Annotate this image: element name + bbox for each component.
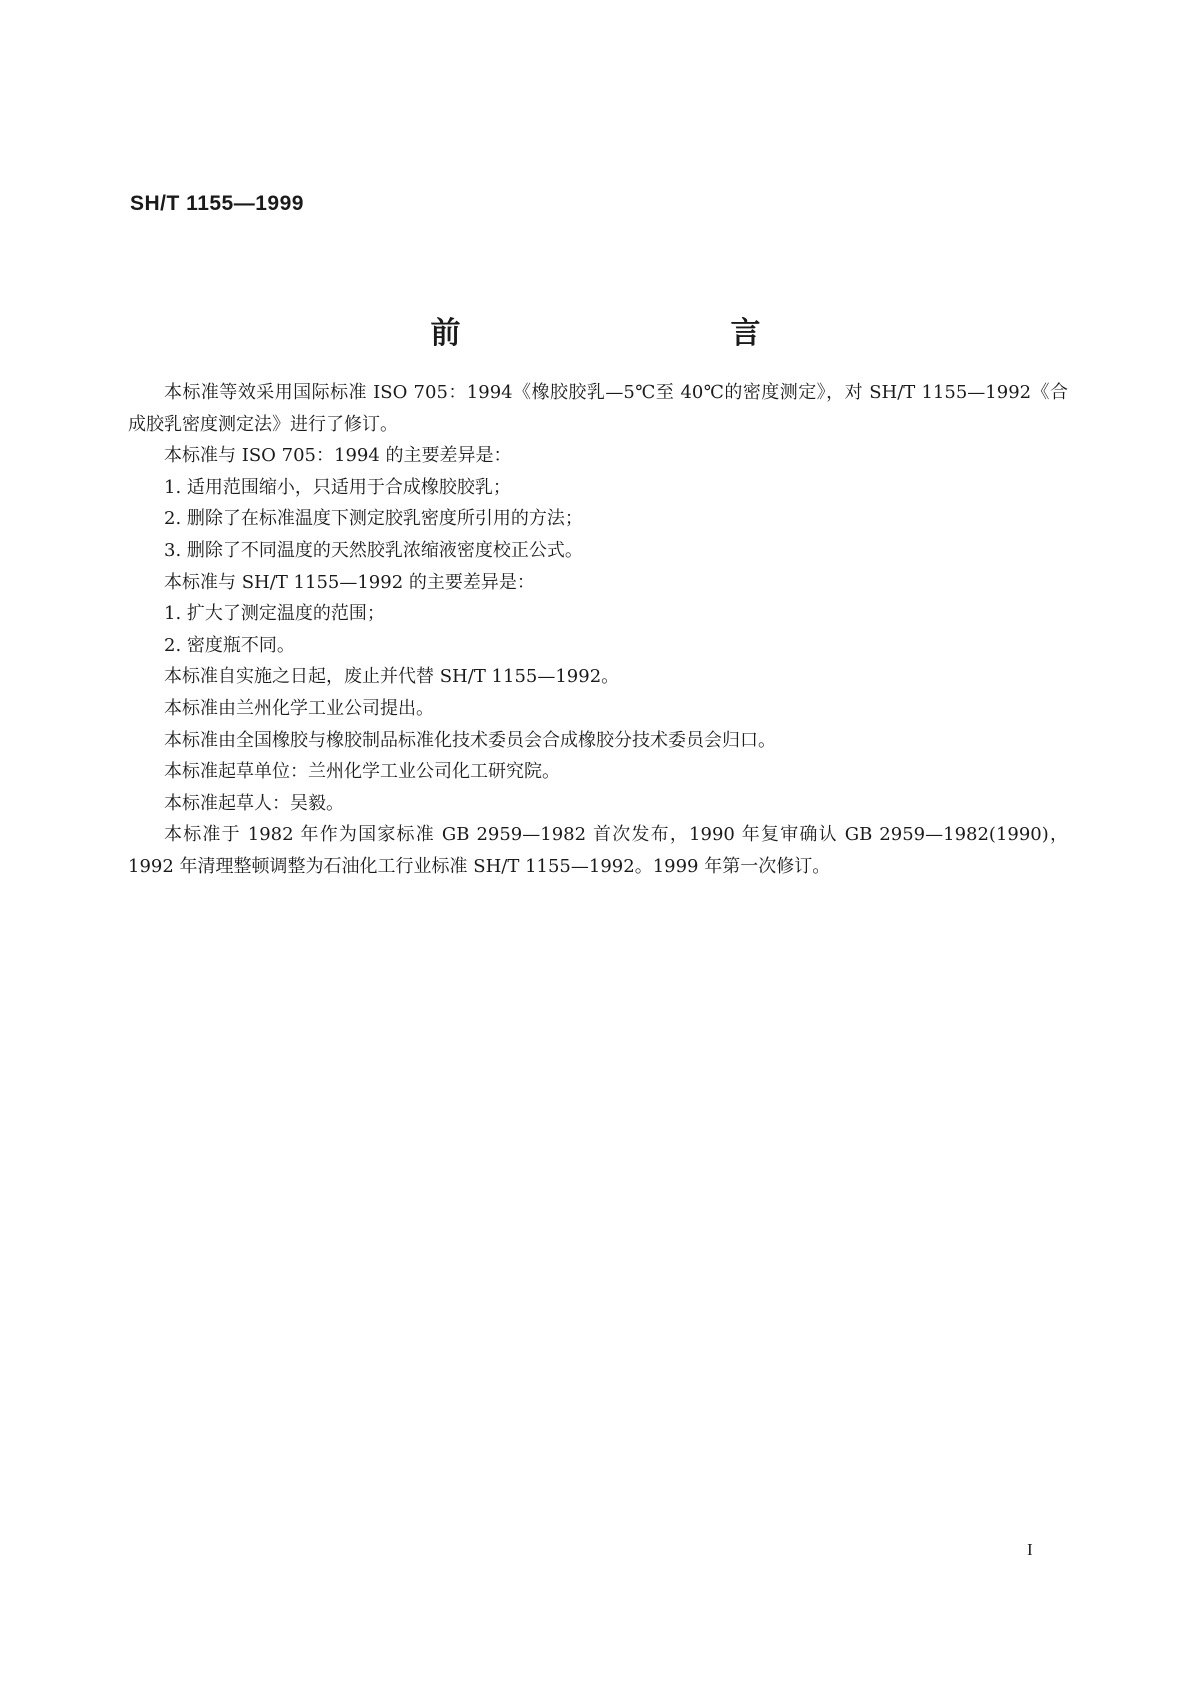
paragraph-drafter: 本标准起草人：吴毅。	[164, 792, 344, 814]
paragraph-history: 本标准于 1982 年作为国家标准 GB 2959—1982 首次发布，1990 年复审确认 GB 2959—1982(1990)，1992 年清理整顿调整为石油化工行业标准 SH/T 1155—1992。1999 年第一次修订。	[128, 824, 1068, 877]
paragraph-iso-differences-heading: 本标准与 ISO 705：1994 的主要差异是：	[164, 445, 512, 467]
paragraph-adoption: 本标准等效采用国际标准 ISO 705：1994《橡胶胶乳—5℃至 40℃的密度测定》，对 SH/T 1155—1992《合成胶乳密度测定法》进行了修订。	[128, 382, 1068, 435]
document-body	[128, 377, 1068, 883]
standard-code-header: SH/T 1155—1999	[130, 192, 304, 215]
paragraph-centralized-by: 本标准由全国橡胶与橡胶制品标准化技术委员会合成橡胶分技术委员会归口。	[164, 729, 776, 751]
list-item: 2. 删除了在标准温度下测定胶乳密度所引用的方法；	[164, 508, 583, 530]
list-item: 3. 删除了不同温度的天然胶乳浓缩液密度校正公式。	[164, 539, 583, 561]
paragraph-drafting-unit: 本标准起草单位：兰州化学工业公司化工研究院。	[164, 761, 560, 783]
page-title: 前 言	[430, 316, 831, 351]
list-item: 1. 适用范围缩小，只适用于合成橡胶胶乳；	[164, 476, 511, 498]
page-number: I	[1027, 1540, 1033, 1559]
paragraph-old-standard-differences-heading: 本标准与 SH/T 1155—1992 的主要差异是：	[164, 571, 535, 593]
list-item: 2. 密度瓶不同。	[164, 634, 295, 656]
paragraph-proposed-by: 本标准由兰州化学工业公司提出。	[164, 697, 434, 719]
list-item: 1. 扩大了测定温度的范围；	[164, 603, 385, 625]
paragraph-supersedes: 本标准自实施之日起，废止并代替 SH/T 1155—1992。	[164, 666, 620, 688]
